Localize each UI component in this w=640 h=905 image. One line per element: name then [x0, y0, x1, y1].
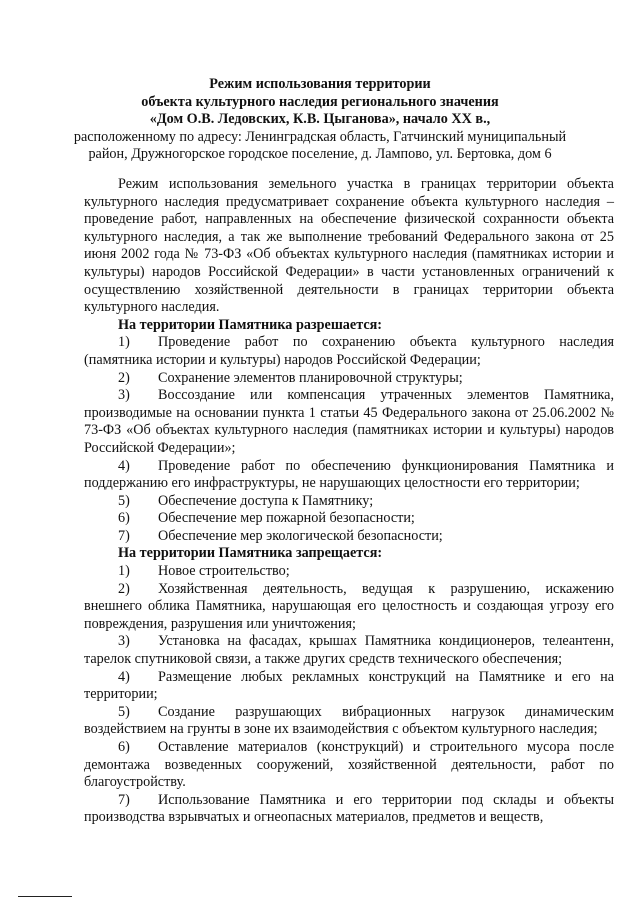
list-item	[84, 633, 614, 668]
title-line-2: объекта культурного наследия регионального значения	[141, 93, 499, 110]
list-item	[84, 528, 614, 546]
address-line-2: район, Дружногорское городское поселение, д. Лампово, ул. Бертовка, дом 6	[88, 146, 552, 163]
list-item-text: Проведение работ по сохранению объекта культурного наследия (памятника истории и культуры) народов Российской Федерации;	[84, 334, 614, 368]
list-item	[84, 704, 614, 739]
list-item-text: Размещение любых рекламных конструкций на Памятнике и его на территории;	[84, 668, 614, 703]
document-header	[60, 76, 580, 164]
forbidden-list	[84, 563, 614, 827]
intro-paragraph: Режим использования земельного участка в границах территории объекта культурного наследия предусматривает сохранение объекта культурного наследия – проведение работ, направленных на обеспечение физической сохранности объекта культурного наследия, а так же выполнение требований Федерального закона от 25 июня 2002 года № 73-ФЗ «Об объектах культурного наследия (памятниках истории и культуры) народов Российской Федерации» в части установленных ограничений к осуществлению хозяйственной деятельности в границах территории объекта культурного наследия.	[84, 176, 614, 316]
list-item	[84, 334, 614, 369]
list-item-number: 7)	[118, 791, 130, 808]
list-item	[84, 581, 614, 634]
list-item-number: 6)	[118, 510, 130, 527]
list-item-text: Обеспечение доступа к Памятнику;	[158, 492, 374, 509]
list-item-number: 3)	[118, 633, 130, 650]
list-item-number: 4)	[118, 457, 130, 474]
list-item	[84, 510, 614, 528]
list-item-text: Установка на фасадах, крышах Памятника кондиционеров, телеантенн, тарелок спутниковой связи, а также других средств технического обеспечения;	[84, 633, 614, 668]
list-item	[84, 370, 614, 388]
list-item-text: Оставление материалов (конструкций) и строительного мусора после демонтажа возведенных сооружений, хозяйственной деятельности, работ по благоустройству.	[84, 739, 614, 791]
list-item-number: 4)	[118, 668, 130, 685]
list-item	[84, 792, 614, 827]
list-item-text: Хозяйственная деятельность, ведущая к разрушению, искажению внешнего облика Памятника, нарушающая его целостность и создающая угрозу его повреждения, разрушения или уничтожения;	[84, 580, 614, 632]
list-item	[84, 387, 614, 457]
list-item-number: 5)	[118, 703, 130, 720]
list-item-number: 1)	[118, 334, 130, 351]
list-item-number: 5)	[118, 492, 130, 509]
list-item	[84, 563, 614, 581]
list-item-text: Проведение работ по обеспечению функционирования Памятника и поддержанию его инфраструктуры, не нарушающих целостности его территории;	[84, 457, 614, 492]
list-item	[84, 493, 614, 511]
list-item-number: 6)	[118, 739, 130, 755]
forbidden-heading: На территории Памятника запрещается:	[118, 545, 383, 562]
list-item-number: 3)	[118, 387, 130, 404]
list-item-number: 1)	[118, 563, 130, 580]
allowed-list	[84, 334, 614, 545]
list-item-text: Обеспечение мер пожарной безопасности;	[158, 510, 415, 527]
list-item	[84, 739, 614, 792]
list-item	[84, 669, 614, 704]
list-item-text: Новое строительство;	[158, 563, 290, 580]
document-body	[84, 176, 614, 827]
title-line-1: Режим использования территории	[209, 76, 431, 92]
allowed-heading: На территории Памятника разрешается:	[118, 316, 383, 333]
list-item-text: Создание разрушающих вибрационных нагрузок динамическим воздействием на грунты в зоне их взаимодействия с объектом культурного наследия;	[84, 703, 614, 738]
list-item	[84, 458, 614, 493]
list-item-number: 2)	[118, 580, 130, 597]
list-item-text: Сохранение элементов планировочной структуры;	[158, 369, 463, 386]
list-item-number: 7)	[118, 527, 130, 544]
list-item-text: Воссоздание или компенсация утраченных элементов Памятника, производимые на основании пункта 1 статьи 45 Федерального закона от 25.06.2002 № 73-ФЗ «Об объектах культурного наследия (памятниках истории и культуры) народов Российской Федерации»;	[84, 387, 614, 456]
list-item-number: 2)	[118, 369, 130, 386]
list-item-text: Обеспечение мер экологической безопасности;	[158, 527, 443, 544]
address-line-1: расположенному по адресу: Ленинградская область, Гатчинский муниципальный	[73, 128, 567, 145]
title-line-3: «Дом О.В. Ледовских, К.В. Цыганова», начало XX в.,	[149, 111, 491, 128]
footnote-divider	[18, 896, 72, 897]
list-item-text: Использование Памятника и его территории под склады и объекты производства взрывчатых и огнеопасных материалов, предметов и веществ,	[84, 791, 614, 826]
